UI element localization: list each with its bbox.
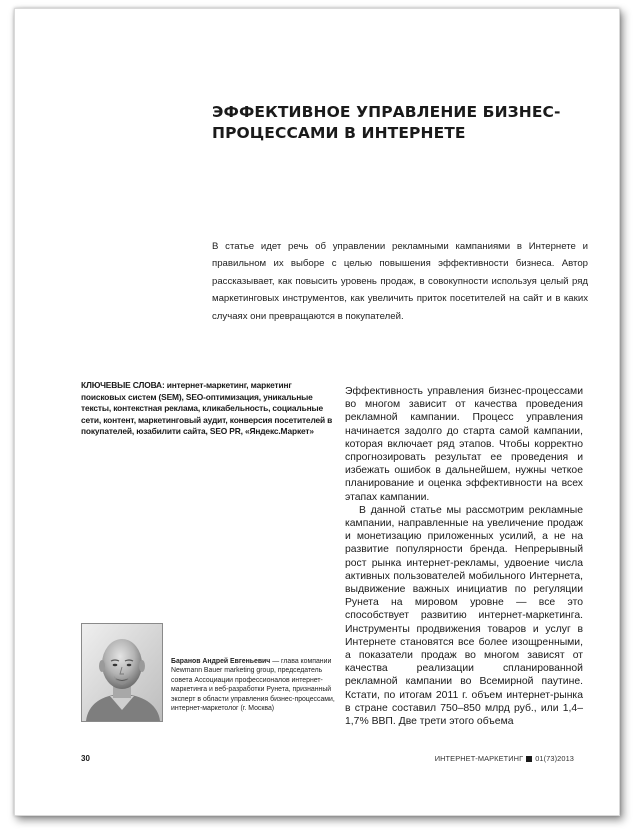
article-body	[345, 385, 583, 728]
keywords-block: КЛЮЧЕВЫЕ СЛОВА: интернет-маркетинг, маркетинг поисковых систем (SEM), SEO-оптимизация, уникальные тексты, контекстная реклама, кликабельность, социальные сети, контент, маркетинговый аудит, конверсия посетителей в покупателей, юзабилити сайта, SEO PR, «Яндекс.Маркет»	[81, 380, 333, 437]
page-number: 30	[81, 754, 90, 763]
running-footer	[435, 754, 574, 763]
issue-number: 01(73)2013	[535, 754, 574, 763]
journal-name: ИНТЕРНЕТ-МАРКЕТИНГ	[434, 754, 524, 763]
article-abstract: В статье идет речь об управлении рекламными кампаниями в Интернете и правильном их выборе с целью повышения эффективности бизнеса. Автор рассказывает, как повысить уровень продаж, в совокупности используя целый ряд маркетинговых инструментов, как увеличить приток посетителей на сайт и в каких случаях они превращаются в покупателей.	[212, 241, 588, 322]
magazine-page	[14, 8, 620, 816]
body-paragraph-2: В данной статье мы рассмотрим рекламные кампании, направленные на увеличение продаж и монетизацию приложенных усилий, а не на развитие популярности бренда. Непрерывный рост рынка интернет-рекламы, удвоение числа активных пользователей мобильного Интернета, выдвижение важных инициатив по регуляции Рунета на мировом уровне — все это способствует развитию интернет-маркетинга. Инструменты продвижения товаров и услуг в Интернете становятся все более изощренными, а показатели продаж во многом зависят от качества реализации спланированной рекламной кампании во Всемирной паутине. Кстати, по итогам 2011 г. объем интернет-рынка в стране составил 750–850 млрд руб., или 1,4–1,7% ВВП. Две трети этого объема	[345, 504, 583, 728]
author-info	[171, 657, 343, 713]
body-paragraph-1: Эффективность управления бизнес-процессами во многом зависит от качества проведения рекламной кампании. Процесс управления начинается задолго до старта самой кампании, которая включает ряд этапов. Чтобы корректно спрогнозировать результат ее проведения и избежать ошибок в дальнейшем, нужны четкое планирование и оценка эффективности на всех этапах кампании.	[345, 386, 583, 503]
author-bio: — глава компании Newmann Bauer marketing group, председатель совета Ассоциации профессионалов интернет-маркетинга и веб-разработки Рунета, признанный эксперт в области управления бизнес-процессами, интернет-маркетолог (г. Москва)	[171, 658, 335, 713]
square-separator-icon	[526, 756, 532, 762]
article-title: ЭФФЕКТИВНОЕ УПРАВЛЕНИЕ БИЗНЕС-ПРОЦЕССАМИ В ИНТЕРНЕТЕ	[212, 103, 561, 142]
author-name: Баранов Андрей Евгеньевич	[171, 658, 271, 665]
author-photo	[81, 623, 163, 722]
